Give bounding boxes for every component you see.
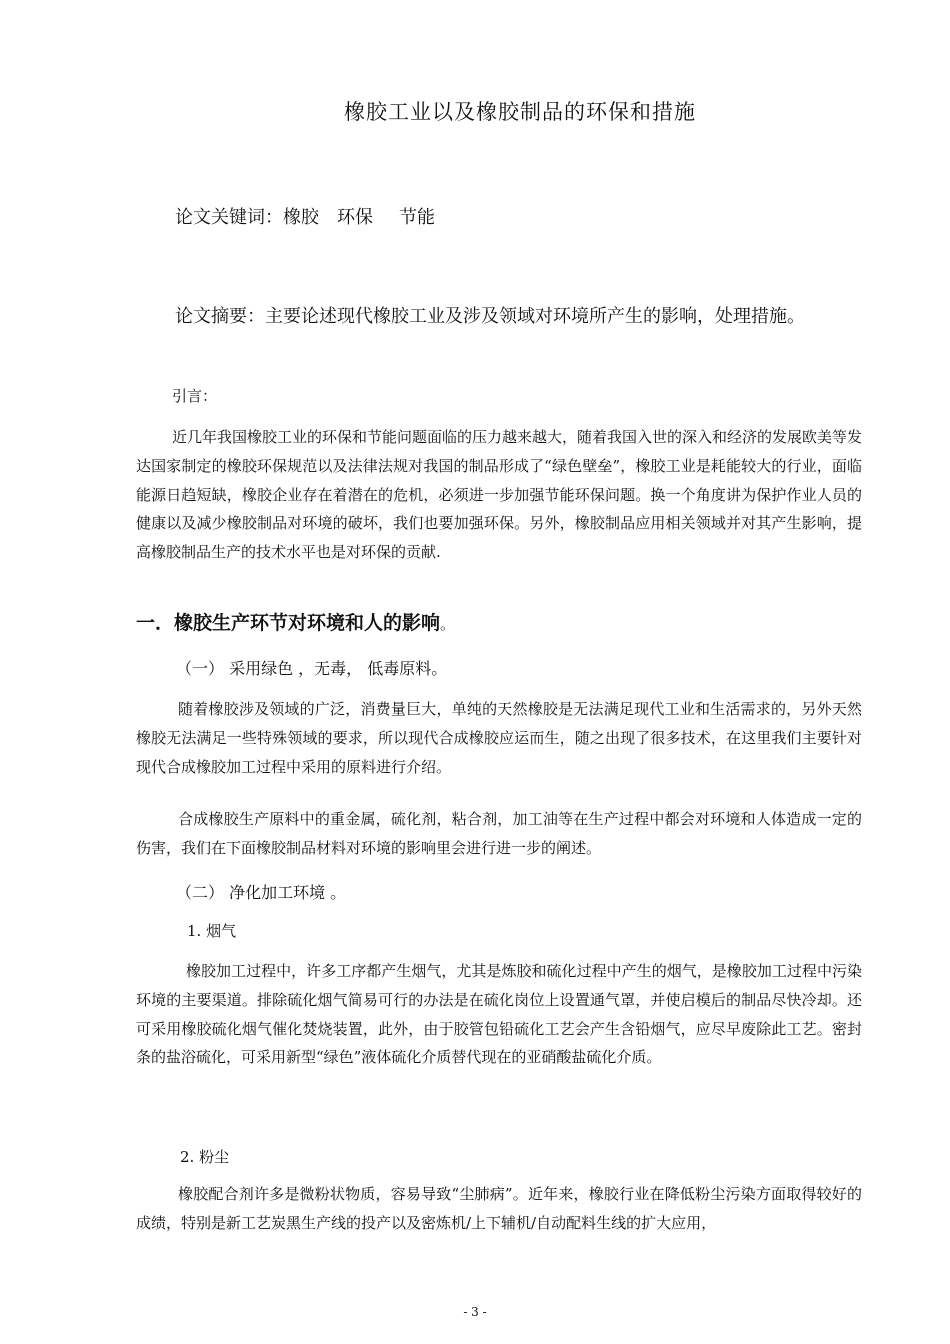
- section-heading-text: 一．橡胶生产环节对环境和人的影响: [136, 612, 441, 634]
- section-heading: [136, 608, 455, 635]
- section-heading-end: 。: [440, 615, 456, 633]
- paragraph-text: 橡胶加工过程中，许多工序都产生烟气，尤其是炼胶和硫化过程中产生的烟气，是橡胶加工过程中污染环境的主要渠道。排除硫化烟气简易可行的办法是在硫化岗位上设置通气罩，并使启模后的制品尽快冷却。还可采用橡胶硫化烟气催化焚烧装置，此外，由于胶管包铅硫化工艺会产生含铅烟气，应尽早废除此工艺。密封条的盐浴硫化，可采用新型“绿色”液体硫化介质替代现在的亚硝酸盐硫化介质。: [136, 962, 862, 1067]
- body-paragraph: [136, 805, 862, 863]
- page-number: - 3 -: [463, 1305, 487, 1319]
- body-paragraph: [136, 695, 862, 781]
- keywords-line: [175, 203, 435, 229]
- subsection-heading: （二） 净化加工环境 。: [176, 883, 347, 902]
- paragraph-text: 橡胶配合剂许多是微粉状物质，容易导致“尘肺病”。近年来，橡胶行业在降低粉尘污染方面取得较好的成绩，特别是新工艺炭黑生产线的投产以及密炼机/上下辅机/自动配料生线的扩大应用，: [136, 1185, 862, 1232]
- abstract-text: 主要论述现代橡胶工业及涉及领域对环境所产生的影响，处理措施。: [265, 306, 805, 327]
- keywords-label: 论文关键词：: [175, 207, 283, 228]
- subsection-heading: （一） 采用绿色 ，无毒， 低毒原料。: [176, 659, 448, 678]
- paragraph-text: 合成橡胶生产原料中的重金属，硫化剂，粘合剂，加工油等在生产过程中都会对环境和人体造成一定的伤害，我们在下面橡胶制品材料对环境的影响里会进行进一步的阐述。: [136, 810, 862, 857]
- intro-paragraph-text: 近几年我国橡胶工业的环保和节能问题面临的压力越来越大，随着我国入世的深入和经济的发展欧美等发达国家制定的橡胶环保规范以及法律法规对我国的制品形成了“绿色壁垒”，橡胶工业是耗能较大的行业，面临能源日趋短缺，橡胶企业存在着潜在的危机，必须进一步加强节能环保问题。换一个角度讲为保护作业人员的健康以及减少橡胶制品对环境的破坏，我们也要加强环保。另外，橡胶制品应用相关领域并对其产生影响，提高橡胶制品生产的技术水平也是对环保的贡献.: [136, 428, 863, 562]
- item-heading: 1. 烟气: [187, 922, 237, 940]
- document-title: 橡胶工业以及橡胶制品的环保和措施: [344, 100, 696, 124]
- abstract-label: 论文摘要：: [175, 306, 265, 327]
- keyword-item: 节能: [399, 207, 435, 228]
- abstract-line: [175, 302, 805, 328]
- body-paragraph: [136, 957, 862, 1072]
- paragraph-text: 随着橡胶涉及领域的广泛，消费量巨大，单纯的天然橡胶是无法满足现代工业和生活需求的，另外天然橡胶无法满足一些特殊领域的要求，所以现代合成橡胶应运而生，随之出现了很多技术，在这里我们主要针对现代合成橡胶加工过程中采用的原料进行介绍。: [136, 700, 862, 776]
- body-paragraph: [136, 1180, 862, 1238]
- intro-label: 引言：: [172, 387, 218, 405]
- intro-paragraph: [136, 423, 862, 567]
- item-heading: 2. 粉尘: [180, 1148, 230, 1166]
- keyword-item: 橡胶: [283, 207, 319, 228]
- keyword-item: 环保: [337, 207, 373, 228]
